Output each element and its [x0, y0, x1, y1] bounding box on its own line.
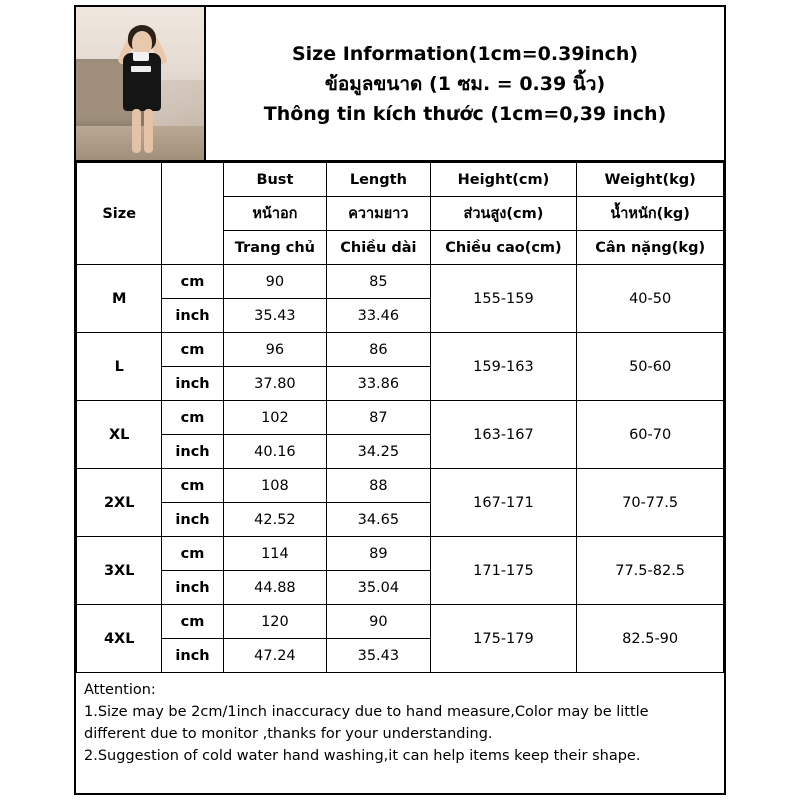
- table-row: [77, 537, 724, 571]
- table-row: [77, 333, 724, 367]
- header-weight-en: Weight(kg): [577, 163, 724, 197]
- length-inch-xl: 34.25: [327, 435, 430, 469]
- unit-inch-m: inch: [162, 299, 223, 333]
- row-size-m: M: [77, 265, 162, 333]
- length-cm-xl: 87: [327, 401, 430, 435]
- title-english: Size Information(1cm=0.39inch): [291, 42, 639, 65]
- bust-cm-l: 96: [223, 333, 326, 367]
- height-3xl: 171-175: [430, 537, 577, 605]
- model-collar: [133, 52, 149, 61]
- bust-cm-xl: 102: [223, 401, 326, 435]
- height-m: 155-159: [430, 265, 577, 333]
- unit-cm-l: cm: [162, 333, 223, 367]
- table-row: [77, 469, 724, 503]
- header-length-vi: Chiều dài: [327, 231, 430, 265]
- unit-column-header: [162, 163, 223, 265]
- unit-cm-2xl: cm: [162, 469, 223, 503]
- attention-heading: Attention:: [84, 682, 156, 698]
- model-leg-left: [132, 109, 141, 153]
- row-size-xl: XL: [77, 401, 162, 469]
- measurements-table: [76, 162, 724, 673]
- length-inch-l: 33.86: [327, 367, 430, 401]
- weight-3xl: 77.5-82.5: [577, 537, 724, 605]
- row-size-3xl: 3XL: [77, 537, 162, 605]
- weight-xl: 60-70: [577, 401, 724, 469]
- weight-l: 50-60: [577, 333, 724, 401]
- title-vietnamese: Thông tin kích thước (1cm=0,39 inch): [263, 102, 667, 125]
- bust-inch-4xl: 47.24: [223, 639, 326, 673]
- length-inch-m: 33.46: [327, 299, 430, 333]
- model-chest-print: [131, 66, 151, 72]
- attention-line-2: different due to monitor ,thanks for your understanding.: [84, 726, 493, 742]
- bust-cm-m: 90: [223, 265, 326, 299]
- header-bust-vi: Trang chủ: [223, 231, 326, 265]
- table-row: [77, 605, 724, 639]
- bust-inch-xl: 40.16: [223, 435, 326, 469]
- bust-cm-2xl: 108: [223, 469, 326, 503]
- header-height-en: Height(cm): [430, 163, 577, 197]
- length-cm-2xl: 88: [327, 469, 430, 503]
- table-row: [77, 265, 724, 299]
- model-dress: [123, 53, 161, 111]
- header-height-th: ส่วนสูง(cm): [430, 197, 577, 231]
- weight-2xl: 70-77.5: [577, 469, 724, 537]
- chart-header: [76, 7, 724, 162]
- height-4xl: 175-179: [430, 605, 577, 673]
- bust-cm-3xl: 114: [223, 537, 326, 571]
- unit-cm-4xl: cm: [162, 605, 223, 639]
- unit-inch-4xl: inch: [162, 639, 223, 673]
- title-block: [206, 7, 724, 160]
- length-inch-2xl: 34.65: [327, 503, 430, 537]
- header-bust-th: หน้าอก: [223, 197, 326, 231]
- unit-inch-3xl: inch: [162, 571, 223, 605]
- row-size-l: L: [77, 333, 162, 401]
- size-column-header: Size: [77, 163, 162, 265]
- row-size-2xl: 2XL: [77, 469, 162, 537]
- attention-block: [76, 673, 724, 771]
- model-photo: [76, 7, 204, 160]
- length-cm-4xl: 90: [327, 605, 430, 639]
- unit-cm-m: cm: [162, 265, 223, 299]
- length-cm-m: 85: [327, 265, 430, 299]
- bust-inch-3xl: 44.88: [223, 571, 326, 605]
- bust-inch-2xl: 42.52: [223, 503, 326, 537]
- row-size-4xl: 4XL: [77, 605, 162, 673]
- header-bust-en: Bust: [223, 163, 326, 197]
- height-2xl: 167-171: [430, 469, 577, 537]
- height-l: 159-163: [430, 333, 577, 401]
- length-inch-3xl: 35.04: [327, 571, 430, 605]
- header-length-th: ความยาว: [327, 197, 430, 231]
- height-xl: 163-167: [430, 401, 577, 469]
- length-cm-l: 86: [327, 333, 430, 367]
- weight-4xl: 82.5-90: [577, 605, 724, 673]
- product-photo-cell: [76, 7, 206, 160]
- header-length-en: Length: [327, 163, 430, 197]
- bust-inch-m: 35.43: [223, 299, 326, 333]
- table-row: [77, 401, 724, 435]
- header-weight-th: น้ำหนัก(kg): [577, 197, 724, 231]
- unit-inch-2xl: inch: [162, 503, 223, 537]
- bust-inch-l: 37.80: [223, 367, 326, 401]
- unit-inch-l: inch: [162, 367, 223, 401]
- unit-cm-3xl: cm: [162, 537, 223, 571]
- table-header-row-en: [77, 163, 724, 197]
- bust-cm-4xl: 120: [223, 605, 326, 639]
- header-weight-vi: Cân nặng(kg): [577, 231, 724, 265]
- photo-model: [114, 21, 170, 160]
- unit-cm-xl: cm: [162, 401, 223, 435]
- unit-inch-xl: inch: [162, 435, 223, 469]
- weight-m: 40-50: [577, 265, 724, 333]
- attention-line-3: 2.Suggestion of cold water hand washing,it can help items keep their shape.: [84, 748, 641, 764]
- attention-line-1: 1.Size may be 2cm/1inch inaccuracy due to hand measure,Color may be little: [84, 704, 649, 720]
- length-cm-3xl: 89: [327, 537, 430, 571]
- title-thai: ข้อมูลขนาด (1 ซม. = 0.39 นิ้ว): [324, 72, 606, 95]
- length-inch-4xl: 35.43: [327, 639, 430, 673]
- model-leg-right: [144, 109, 153, 153]
- header-height-vi: Chiều cao(cm): [430, 231, 577, 265]
- size-chart: [74, 5, 726, 795]
